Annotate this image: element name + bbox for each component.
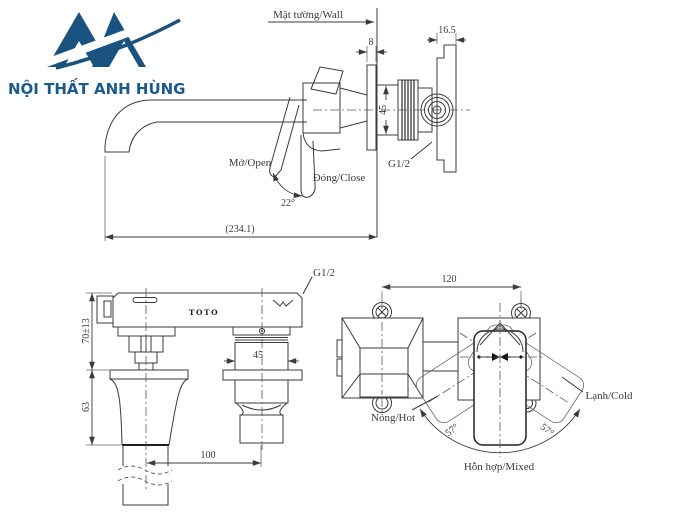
dim-spout-reach: (234.1) bbox=[225, 224, 255, 235]
dim-center-distance: 100 bbox=[200, 450, 216, 461]
body-underside bbox=[303, 133, 340, 151]
logo-text: NỘI THẤT ANH HÙNG bbox=[8, 80, 186, 98]
spout-escutcheon bbox=[342, 318, 423, 398]
handle-open bbox=[270, 97, 299, 177]
wall-label: Mặt tường/Wall bbox=[273, 9, 343, 21]
slot-detail bbox=[133, 298, 157, 303]
handle-top-open bbox=[311, 67, 343, 94]
open-angle-label: 22° bbox=[281, 198, 295, 209]
wall-flange bbox=[367, 65, 376, 150]
cold-label: Lạnh/Cold bbox=[585, 390, 633, 402]
brand-label: TOTO bbox=[188, 308, 220, 317]
dim-lower: 63 bbox=[81, 402, 92, 412]
swing-angle-right: 57° bbox=[537, 421, 556, 440]
mixed-label: Hỗn hợp/Mixed bbox=[463, 461, 535, 473]
dim-wall-offset: 8 bbox=[368, 37, 374, 48]
dim-plate-depth: 16.5 bbox=[438, 25, 456, 36]
handle-flange bbox=[110, 370, 188, 379]
company-logo bbox=[8, 12, 186, 98]
hot-label: Nóng/Hot bbox=[371, 412, 415, 424]
faucet-body bbox=[303, 83, 340, 133]
plan-view bbox=[81, 267, 335, 505]
handle-grip bbox=[110, 379, 188, 445]
dim-body-height: 45 bbox=[378, 105, 389, 115]
handle-closed bbox=[301, 135, 315, 197]
close-label: Đóng/Close bbox=[312, 172, 366, 184]
front-view bbox=[337, 274, 633, 473]
spout-flange bbox=[223, 370, 302, 380]
dim-hole-pitch: 120 bbox=[441, 274, 457, 285]
dim-spout-width: 45 bbox=[253, 350, 263, 361]
thread-size-label-plan: G1/2 bbox=[313, 267, 335, 279]
wing-mark bbox=[273, 300, 293, 306]
spout-front bbox=[337, 318, 423, 398]
side-view bbox=[105, 8, 470, 241]
dim-height-tol: 70±13 bbox=[81, 318, 92, 344]
swing-angle-left: 57° bbox=[443, 421, 462, 440]
thread-size-label: G1/2 bbox=[388, 158, 410, 170]
open-label: Mở/Open bbox=[228, 157, 272, 169]
